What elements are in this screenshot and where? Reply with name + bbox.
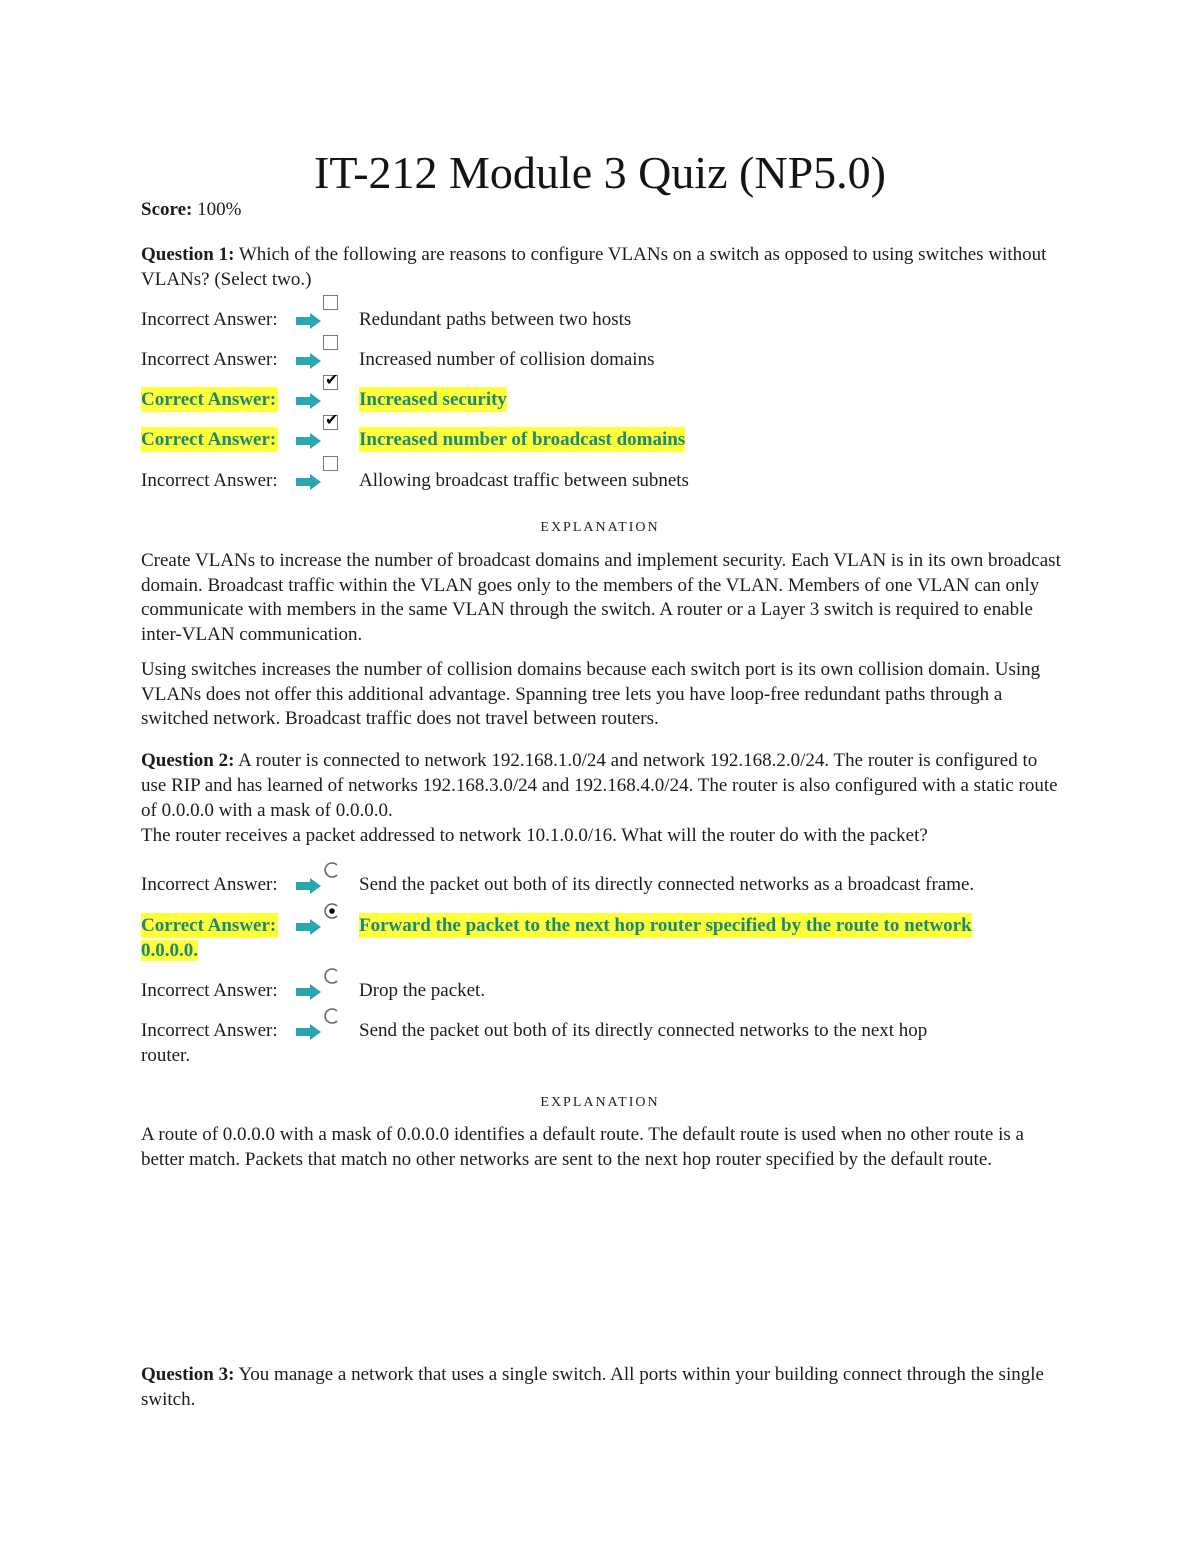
checkbox-icon[interactable] [323, 295, 338, 310]
answer-status: Correct Answer: [141, 389, 277, 410]
arrow-right-icon [296, 474, 321, 490]
answer-text: Increased number of collision domains [359, 349, 655, 370]
radio-selected-icon[interactable] [322, 901, 342, 921]
question-label: Question 3: [141, 1364, 235, 1385]
answer-status: Correct Answer: [141, 915, 277, 936]
question-3 [141, 1362, 1061, 1412]
score-label: Score: [141, 199, 193, 220]
question-text: Which of the following are reasons to configure VLANs on a switch as opposed to using switches without VLANs? (Select two.) [141, 244, 1047, 290]
score-line [141, 197, 241, 223]
radio-icon[interactable] [322, 966, 342, 986]
explanation-paragraph: A route of 0.0.0.0 with a mask of 0.0.0.0 identifies a default route. The default route is used when no other route is a better match. Packets that match no other networks are sent to the next hop router specified by the default route. [141, 1124, 1024, 1170]
answer-row-correct[interactable] [141, 410, 1071, 455]
answer-row[interactable] [141, 978, 1071, 1006]
answer-row-correct[interactable] [141, 913, 1071, 941]
answer-text: Send the packet out both of its directly connected networks to the next hop [359, 1020, 928, 1041]
page-title: IT-212 Module 3 Quiz (NP5.0) [314, 147, 886, 198]
checkbox-icon[interactable] [323, 456, 338, 471]
answer-row[interactable] [141, 468, 1071, 496]
answer-text: Drop the packet. [359, 980, 486, 1001]
arrow-right-icon [296, 984, 321, 1000]
answer-row-correct[interactable] [141, 370, 1071, 415]
question-label: Question 1: [141, 244, 235, 265]
radio-icon[interactable] [322, 1006, 342, 1026]
answer-status: Incorrect Answer: [141, 470, 278, 491]
arrow-right-icon [296, 878, 321, 894]
answer-row[interactable] [141, 347, 1071, 375]
answer-row[interactable] [141, 307, 1071, 335]
answer-row[interactable] [141, 1018, 1071, 1046]
arrow-right-icon [296, 433, 321, 449]
explanation-paragraph: Create VLANs to increase the number of broadcast domains and implement security. Each VLAN is in its own broadcast domain. Broadcast traffic within the VLAN goes only to the members of the VLAN. Members of one VLAN can only communicate with members in the same VLAN through the switch. A router or a Layer 3 switch is required to enable inter-VLAN communication. [141, 550, 1061, 645]
arrow-right-icon [296, 353, 321, 369]
answer-status: Incorrect Answer: [141, 980, 278, 1001]
radio-icon[interactable] [322, 860, 342, 880]
answer-status: Incorrect Answer: [141, 349, 278, 370]
checkbox-checked-icon[interactable]: ✔ [325, 370, 339, 389]
question-text: You manage a network that uses a single switch. All ports within your building connect through the single switch. [141, 1364, 1044, 1410]
answer-text: Forward the packet to the next hop router specified by the route to network [359, 915, 972, 936]
answer-row[interactable] [141, 872, 1071, 900]
checkbox-checked-icon[interactable]: ✔ [325, 410, 339, 429]
question-text-continued: The router receives a packet addressed to network 10.1.0.0/16. What will the router do with the packet? [141, 825, 928, 846]
answer-text: Allowing broadcast traffic between subnets [359, 470, 689, 491]
explanation-heading: EXPLANATION [540, 1095, 660, 1110]
answer-status: Incorrect Answer: [141, 874, 278, 895]
answer-status: Incorrect Answer: [141, 309, 278, 330]
answer-status: Correct Answer: [141, 429, 277, 450]
arrow-right-icon [296, 919, 321, 935]
answer-text-continued: router. [141, 1045, 191, 1066]
explanation-paragraph: Using switches increases the number of collision domains because each switch port is its own collision domain. Using VLANs does not offer this additional advantage. Spanning tree lets you have loop-free redundant paths through a switched network. Broadcast traffic does not travel between routers. [141, 659, 1041, 729]
arrow-right-icon [296, 313, 321, 329]
answer-text-continued [141, 938, 198, 963]
question-1 [141, 242, 1061, 292]
question-label: Question 2: [141, 750, 235, 771]
answer-status: Incorrect Answer: [141, 1020, 278, 1041]
arrow-right-icon [296, 1024, 321, 1040]
answer-text: Increased security [359, 389, 507, 410]
answer-text: Redundant paths between two hosts [359, 309, 632, 330]
answer-text: Increased number of broadcast domains [359, 429, 686, 450]
answer-text: Send the packet out both of its directly connected networks as a broadcast frame. [359, 874, 975, 895]
score-value: 100% [197, 199, 242, 220]
question-2 [141, 748, 1061, 848]
checkbox-icon[interactable] [323, 335, 338, 350]
explanation-heading: EXPLANATION [540, 520, 660, 535]
question-text: A router is connected to network 192.168.1.0/24 and network 192.168.2.0/24. The router is configured to use RIP and has learned of networks 192.168.3.0/24 and 192.168.4.0/24. The router is also configured with a static route of 0.0.0.0 with a mask of 0.0.0.0. [141, 750, 1058, 821]
answer-text-continued-value: 0.0.0.0. [141, 940, 198, 961]
arrow-right-icon [296, 393, 321, 409]
